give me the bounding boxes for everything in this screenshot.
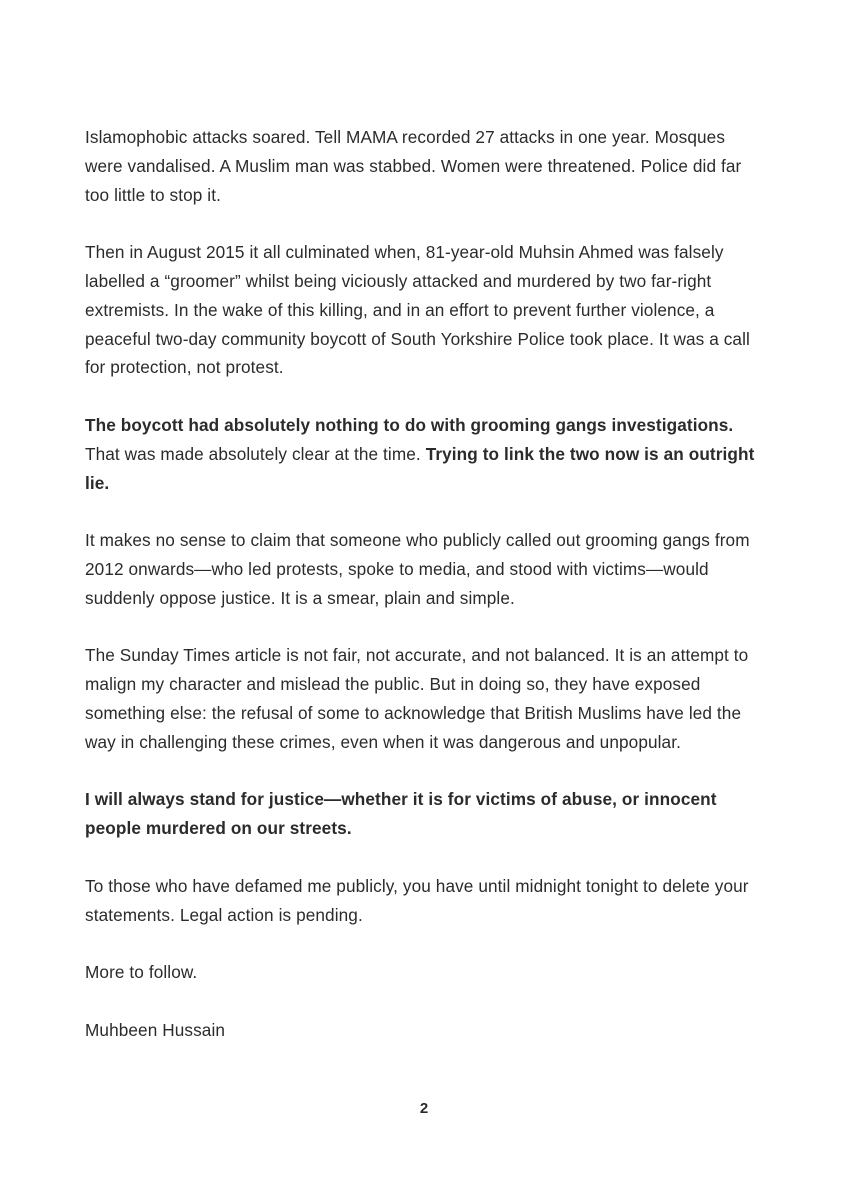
paragraph [85,526,765,612]
body-text: More to follow. [85,962,198,983]
body-text: It makes no sense to claim that someone who publicly called out grooming gangs from 2012 onwards—who led protests, spoke to media, and stood with victims—would suddenly oppose justice. It is a smear, plain and simple. [85,530,750,608]
paragraph [85,958,765,987]
paragraph [85,238,765,382]
bold-text: The boycott had absolutely nothing to do with grooming gangs investigations. [85,414,734,435]
paragraph [85,641,765,756]
bold-text: I will always stand for justice—whether it is for victims of abuse, or innocent people murdered on our streets. [85,789,717,839]
paragraph [85,1016,765,1045]
body-text: That was made absolutely clear at the time. [85,443,426,464]
bold-text: Trying to link the two now is an outright lie. [85,443,755,493]
body-text: To those who have defamed me publicly, you have until midnight tonight to delete your statements. Legal action is pending. [85,875,749,925]
body-text: Muhbeen Hussain [85,1019,226,1040]
body-text: Islamophobic attacks soared. Tell MAMA recorded 27 attacks in one year. Mosques were vandalised. A Muslim man was stabbed. Women were threatened. Police did far too little to stop it. [85,127,742,205]
paragraph [85,872,765,930]
body-text: The Sunday Times article is not fair, not accurate, and not balanced. It is an attempt to malign my character and mislead the public. But in doing so, they have exposed something else: the refusal of some to acknowledge that British Muslims have led the way in challenging these crimes, even when it was dangerous and unpopular. [85,645,749,752]
paragraph [85,785,765,843]
document-body [85,123,765,1073]
paragraph [85,123,765,209]
body-text: Then in August 2015 it all culminated when, 81-year-old Muhsin Ahmed was falsely labelled a “groomer” whilst being viciously attacked and murdered by two far-right extremists. In the wake of this killing, and in an effort to prevent further violence, a peaceful two-day community boycott of South Yorkshire Police took place. It was a call for protection, not protest. [85,242,750,378]
paragraph [85,411,765,497]
page-number: 2 [419,1100,429,1117]
